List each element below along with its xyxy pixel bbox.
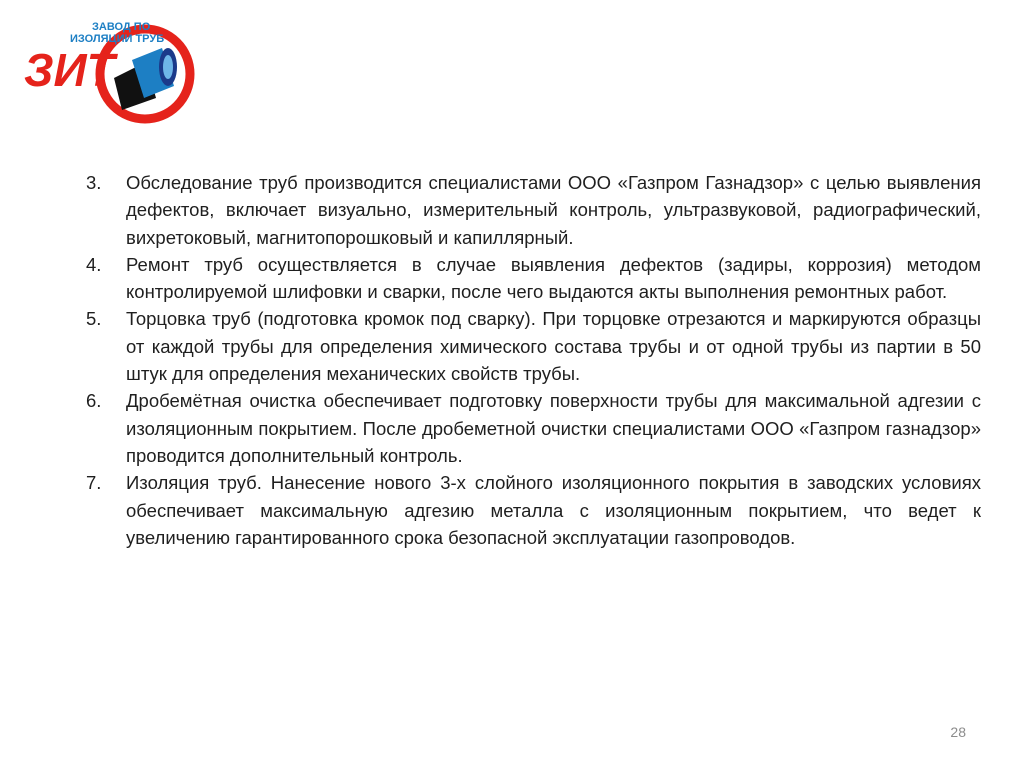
list-item <box>86 387 981 469</box>
list-item <box>86 169 981 251</box>
list-item-text: Изоляция труб. Нанесение нового 3-х слойного изоляционного покрытия в заводских условиях обеспечивает максимальную адгезию металла с изоляционным покрытием, что ведет к увеличению гарантированного срока безопасной эксплуатации газопроводов. <box>126 472 981 548</box>
pipe-icon <box>114 48 177 110</box>
list-item-text: Торцовка труб (подготовка кромок под сварку). При торцовке отрезаются и маркируются образцы от каждой трубы для определения химического состава трубы и от одной трубы из партии в 50 штук для определения механических свойств трубы. <box>126 308 981 385</box>
list-item-number: 5. <box>86 308 102 330</box>
list-item-number: 7. <box>86 472 102 494</box>
list-item-number: 4. <box>86 253 102 275</box>
page-number: 28 <box>950 724 966 740</box>
company-logo <box>22 18 202 130</box>
logo-text-line1: ЗАВОД ПО <box>92 21 151 33</box>
list-item <box>86 469 981 551</box>
list-item-text: Дробемётная очистка обеспечивает подготовку поверхности трубы для максимальной адгезии с изоляционным покрытием. После дробеметной очистки специалистами ООО «Газпром газнадзор» проводится дополнительный контроль. <box>126 390 981 466</box>
list-item-number: 3. <box>86 172 102 193</box>
logo-letters: ЗИТ <box>24 44 115 96</box>
numbered-list <box>86 169 981 551</box>
list-item-number: 6. <box>86 390 102 412</box>
list-item <box>86 251 981 306</box>
list-item <box>86 305 981 387</box>
slide-content <box>86 169 981 551</box>
list-item-text: Обследование труб производится специалистами ООО «Газпром Газнадзор» с целью выявления дефектов, включает визуально, измерительный контроль, ультразвуковой, радиографический, вихретоковый, магнитопорошковый и капиллярный. <box>126 172 981 248</box>
logo-text-line2: ИЗОЛЯЦИИ ТРУБ <box>70 33 165 45</box>
zit-logo-graphic <box>22 18 202 130</box>
list-item-text: Ремонт труб осуществляется в случае выявления дефектов (задиры, коррозия) методом контролируемой шлифовки и сварки, после чего выдаются акты выполнения ремонтных работ. <box>126 253 981 303</box>
